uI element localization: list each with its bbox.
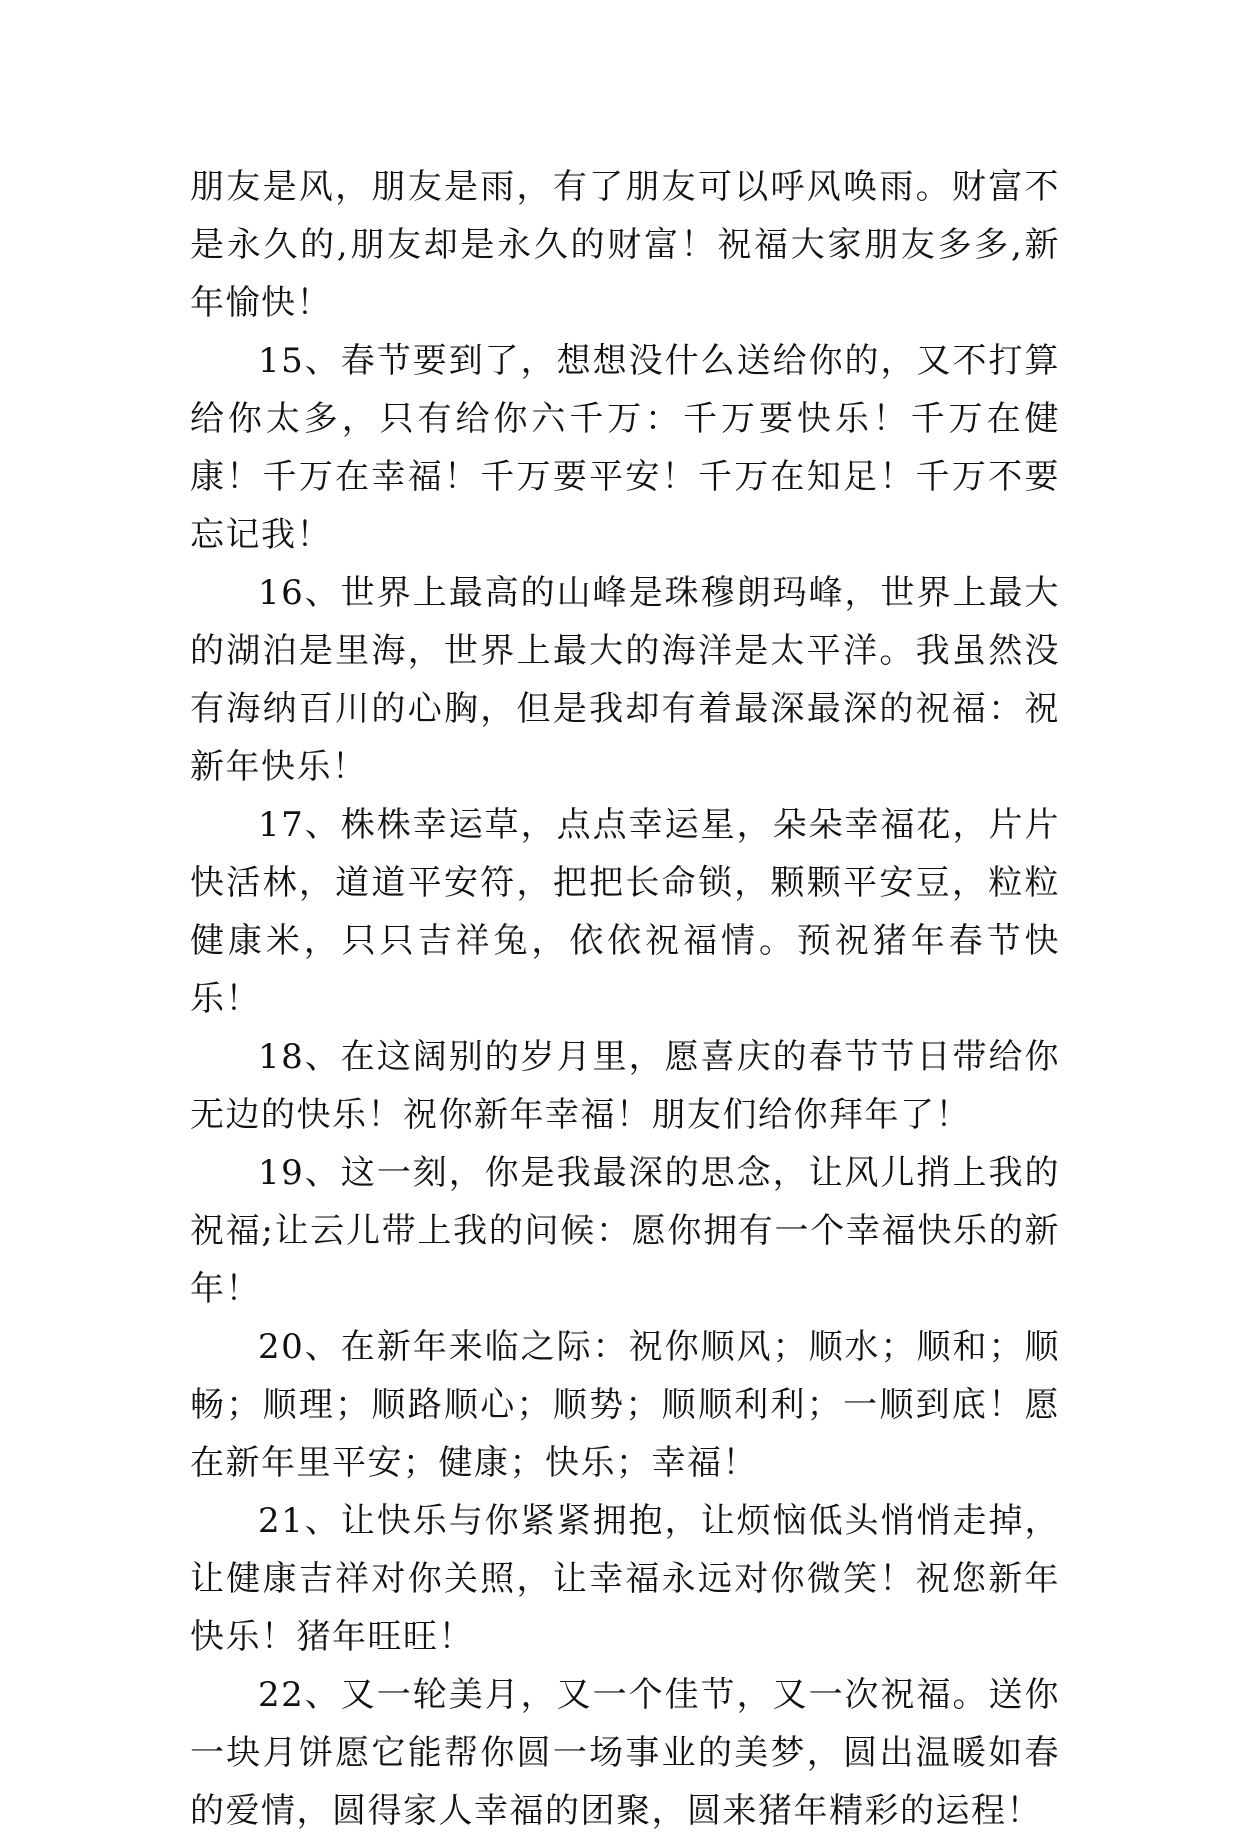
paragraph-1: 朋友是风，朋友是雨，有了朋友可以呼风唤雨。财富不是永久的,朋友却是永久的财富！祝福大家朋友多多,新年愉快！ <box>190 167 1060 323</box>
document-body <box>190 158 1060 1840</box>
paragraph-21: 21、让快乐与你紧紧拥抱，让烦恼低头悄悄走掉，让健康吉祥对你关照，让幸福永远对你微笑！祝您新年快乐！猪年旺旺！ <box>190 1501 1060 1657</box>
paragraph-20: 20、在新年来临之际：祝你顺风；顺水；顺和；顺畅；顺理；顺路顺心；顺势；顺顺利利；一顺到底！愿在新年里平安；健康；快乐；幸福！ <box>190 1327 1060 1483</box>
paragraph-16: 16、世界上最高的山峰是珠穆朗玛峰，世界上最大的湖泊是里海，世界上最大的海洋是太平洋。我虽然没有海纳百川的心胸，但是我却有着最深最深的祝福：祝新年快乐！ <box>190 573 1060 787</box>
paragraph-22: 22、又一轮美月，又一个佳节，又一次祝福。送你一块月饼愿它能帮你圆一场事业的美梦，圆出温暖如春的爱情，圆得家人幸福的团聚，圆来猪年精彩的运程！ <box>190 1675 1060 1831</box>
paragraph-19: 19、这一刻，你是我最深的思念，让风儿捎上我的祝福;让云儿带上我的问候：愿你拥有一个幸福快乐的新年！ <box>190 1153 1060 1309</box>
paragraph-17: 17、株株幸运草，点点幸运星，朵朵幸福花，片片快活林，道道平安符，把把长命锁，颗颗平安豆，粒粒健康米，只只吉祥兔，依依祝福情。预祝猪年春节快乐！ <box>190 805 1060 1019</box>
paragraph-15: 15、春节要到了，想想没什么送给你的，又不打算给你太多，只有给你六千万：千万要快乐！千万在健康！千万在幸福！千万要平安！千万在知足！千万不要忘记我！ <box>190 341 1060 555</box>
paragraph-18: 18、在这阔别的岁月里，愿喜庆的春节节日带给你无边的快乐！祝你新年幸福！朋友们给你拜年了！ <box>190 1037 1060 1135</box>
